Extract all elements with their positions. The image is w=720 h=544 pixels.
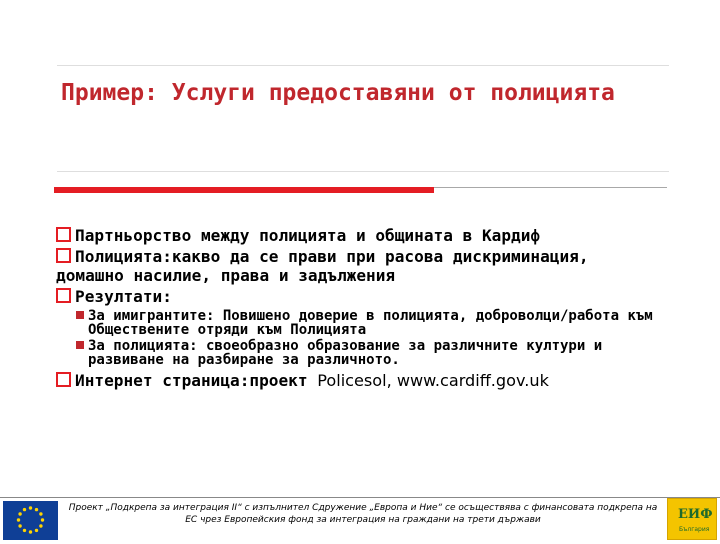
filled-square-bullet-icon: [76, 341, 84, 349]
bullet-item: [56, 371, 666, 390]
slide-title: Пример: Услуги предоставяни от полицията: [61, 80, 615, 106]
hollow-square-bullet-icon: [56, 227, 71, 242]
bullet-text: Партньорство между полицията и общината в Кардиф: [75, 226, 541, 245]
hollow-square-bullet-icon: [56, 248, 71, 263]
bullet-text: Резултати:: [75, 287, 172, 306]
bullet-item: [56, 287, 666, 306]
eu-flag-logo: [3, 501, 58, 540]
bullet-text: Интернет страница:проект: [75, 371, 308, 390]
bullet-text: Полицията:какво да се прави при расова дискриминация, домашно насилие, права и задължения: [56, 247, 589, 285]
eif-logo: [667, 498, 717, 540]
hollow-square-bullet-icon: [56, 372, 71, 387]
filled-square-bullet-icon: [76, 311, 84, 319]
title-underline-accent: [54, 187, 434, 193]
bullet-item: [56, 247, 666, 285]
sub-bullet-item: [88, 340, 666, 367]
title-underline-rule: [434, 187, 667, 188]
website-link[interactable]: Policesol, www.cardiff.gov.uk: [317, 371, 549, 390]
eif-logo-subtext: България: [679, 526, 710, 533]
bullet-item: [56, 226, 666, 245]
sub-bullet-item: [88, 310, 666, 337]
sub-bullet-text: За полицията: своеобразно образование за различните култури и развиване на разбиране за различното.: [88, 338, 603, 368]
footer-funding-note: Проект „Подкрепа за интеграция II“ с изпълнител Сдружение „Европа и Ние“ се осъществява с финансовата подкрепа на ЕС чрез Европейския фонд за интеграция на граждани на трети държави: [68, 503, 658, 525]
slide-body: [56, 226, 666, 390]
eu-stars-icon: [3, 501, 58, 540]
eif-logo-text: ЕИФ: [678, 507, 713, 522]
hollow-square-bullet-icon: [56, 288, 71, 303]
sub-bullet-text: За имигрантите: Повишено доверие в полицията, доброволци/работа към Обществените отряди към Полицията: [88, 308, 653, 338]
footer-divider: [0, 497, 720, 498]
